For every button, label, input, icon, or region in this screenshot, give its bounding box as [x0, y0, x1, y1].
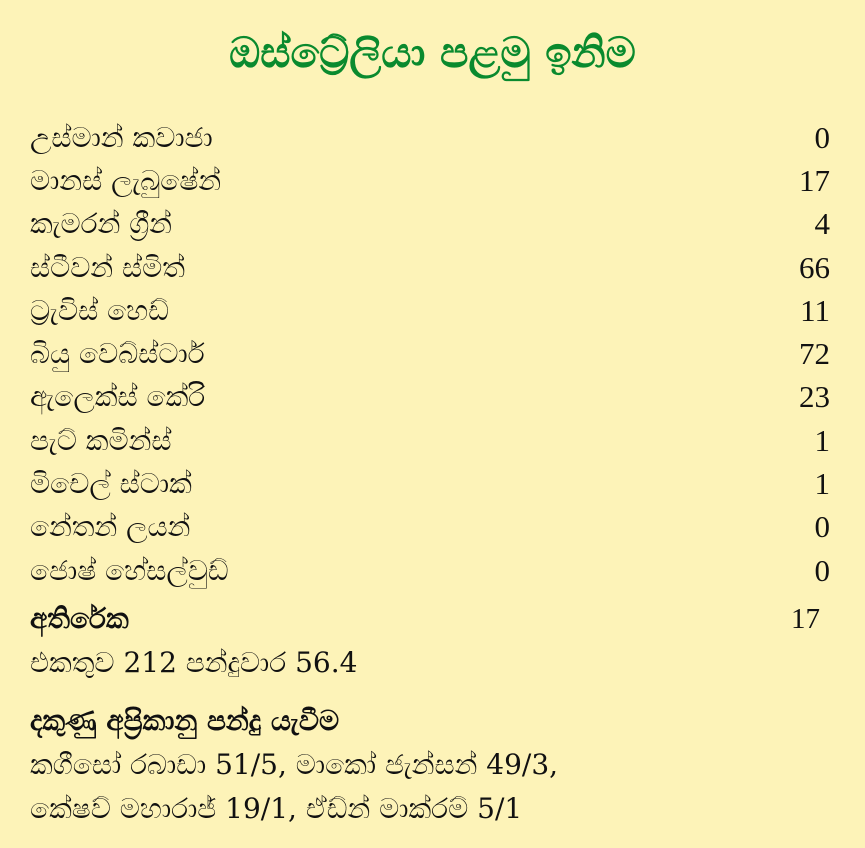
batting-row: [30, 246, 830, 289]
batting-row: [30, 506, 830, 549]
bowling-heading: දකුණු අප්‍රිකානු පන්දු යැවීම: [30, 704, 340, 737]
extras-row: [30, 598, 820, 640]
batting-row: [30, 549, 830, 592]
batter-name: නේතන් ලයන්: [30, 510, 191, 544]
batter-name: ඇලෙක්ස් කේරි: [30, 380, 206, 414]
batter-runs: 23: [799, 379, 830, 415]
batting-row: [30, 159, 830, 202]
batting-row: [30, 116, 830, 159]
batter-name: උස්මාන් කවාජා: [30, 120, 213, 154]
batting-row: [30, 203, 830, 246]
batter-name: ස්ටීවන් ස්මිත්: [30, 250, 186, 284]
batting-row: [30, 289, 830, 332]
batter-name: බියු වෙබ්ස්ටාර්: [30, 337, 205, 371]
batter-runs: 0: [814, 509, 830, 545]
batter-runs: 66: [799, 249, 830, 285]
batting-row: [30, 462, 830, 505]
batter-runs: 0: [814, 552, 830, 588]
batter-runs: 72: [799, 336, 830, 372]
batter-name: පැට් කමින්ස්: [30, 423, 172, 457]
batting-list: [30, 116, 830, 592]
batting-row: [30, 376, 830, 419]
batter-runs: 1: [814, 422, 830, 458]
batter-name: ජොෂ් හේසල්වුඩ්: [30, 553, 229, 587]
batter-name: මිචෙල් ස්ටාක්: [30, 467, 192, 501]
batter-runs: 11: [800, 292, 830, 328]
batter-name: මානස් ලැබුෂේන්: [30, 163, 222, 197]
extras-label: අතිරේක: [30, 602, 129, 635]
batting-row: [30, 419, 830, 462]
innings-total: එකතුව 212 පන්දුවාර 56.4: [30, 646, 358, 679]
batter-runs: 1: [814, 466, 830, 502]
page-title: ඔස්ට්‍රේලියා පළමු ඉනිම: [229, 28, 636, 77]
batter-runs: 4: [814, 206, 830, 242]
batting-row: [30, 332, 830, 375]
bowling-figures-line-1: කගීසෝ රබාඩා 51/5, මාකෝ ජැන්සන් 49/3,: [30, 748, 559, 781]
batter-name: කැමරන් ග්‍රීන්: [30, 207, 172, 241]
extras-value: 17: [791, 602, 820, 635]
batter-runs: 0: [814, 119, 830, 155]
bowling-figures-line-2: කේෂව් මහාරාජ් 19/1, ඒඩ්න් මාක්රම් 5/1: [30, 792, 523, 825]
batter-runs: 17: [799, 162, 830, 198]
batter-name: ට්‍රැවිස් හෙඩ්: [30, 293, 169, 327]
